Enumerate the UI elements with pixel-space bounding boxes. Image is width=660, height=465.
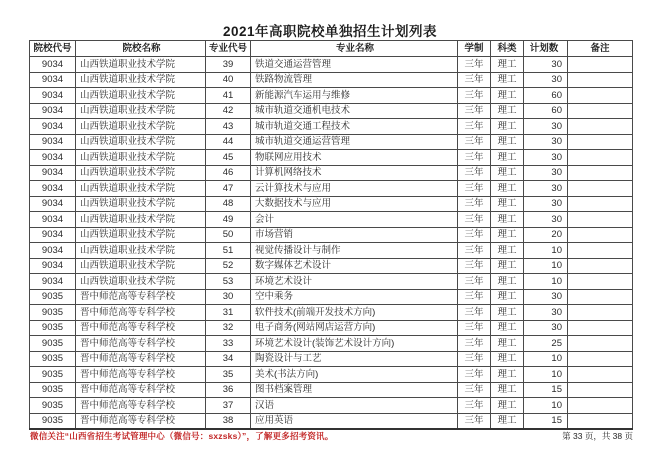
- table-cell: 理工: [491, 119, 524, 135]
- table-cell: 理工: [491, 181, 524, 197]
- table-cell: 理工: [491, 227, 524, 243]
- table-cell: 10: [524, 258, 568, 274]
- table-row: [30, 305, 633, 321]
- table-cell: 25: [524, 336, 568, 352]
- table-cell: 三年: [458, 72, 491, 88]
- table-cell: 山西铁道职业技术学院: [76, 103, 206, 119]
- table-cell: 理工: [491, 150, 524, 166]
- table-cell: 晋中师范高等专科学校: [76, 382, 206, 398]
- table-row: [30, 351, 633, 367]
- table-cell: [568, 274, 633, 290]
- table-cell: 30: [524, 305, 568, 321]
- table-cell: 三年: [458, 398, 491, 414]
- table-cell: 9035: [30, 351, 76, 367]
- table-cell: 环境艺术设计: [251, 274, 458, 290]
- table-cell: 理工: [491, 305, 524, 321]
- table-cell: 美术(书法方向): [251, 367, 458, 383]
- table-cell: 山西铁道职业技术学院: [76, 134, 206, 150]
- table-cell: 新能源汽车运用与维修: [251, 88, 458, 104]
- table-cell: 9035: [30, 398, 76, 414]
- table-cell: 9034: [30, 243, 76, 259]
- table-cell: 37: [206, 398, 251, 414]
- table-cell: 理工: [491, 258, 524, 274]
- table-cell: 41: [206, 88, 251, 104]
- table-cell: 理工: [491, 336, 524, 352]
- table-row: [30, 243, 633, 259]
- table-cell: 30: [524, 150, 568, 166]
- table-cell: 9035: [30, 305, 76, 321]
- table-cell: 山西铁道职业技术学院: [76, 212, 206, 228]
- table-row: [30, 119, 633, 135]
- table-cell: [568, 150, 633, 166]
- table-cell: 理工: [491, 243, 524, 259]
- table-cell: 晋中师范高等专科学校: [76, 351, 206, 367]
- table-cell: 晋中师范高等专科学校: [76, 336, 206, 352]
- table-cell: 10: [524, 367, 568, 383]
- table-cell: 48: [206, 196, 251, 212]
- table-cell: 山西铁道职业技术学院: [76, 150, 206, 166]
- table-cell: 城市轨道交通工程技术: [251, 119, 458, 135]
- table-cell: 49: [206, 212, 251, 228]
- table-cell: [568, 165, 633, 181]
- table-row: [30, 258, 633, 274]
- table-cell: 9035: [30, 413, 76, 429]
- table-cell: 43: [206, 119, 251, 135]
- table-row: [30, 413, 633, 429]
- table-cell: 晋中师范高等专科学校: [76, 305, 206, 321]
- table-cell: 图书档案管理: [251, 382, 458, 398]
- table-cell: [568, 289, 633, 305]
- table-cell: 理工: [491, 134, 524, 150]
- table-cell: 理工: [491, 165, 524, 181]
- table-cell: 三年: [458, 150, 491, 166]
- table-cell: 9034: [30, 227, 76, 243]
- table-cell: 会计: [251, 212, 458, 228]
- table-cell: 三年: [458, 134, 491, 150]
- table-cell: [568, 134, 633, 150]
- table-cell: 9035: [30, 336, 76, 352]
- table-cell: 44: [206, 134, 251, 150]
- table-row: [30, 57, 633, 73]
- table-cell: 山西铁道职业技术学院: [76, 72, 206, 88]
- table-cell: 9035: [30, 320, 76, 336]
- table-cell: 30: [524, 165, 568, 181]
- table-cell: 10: [524, 243, 568, 259]
- table-cell: 铁道交通运营管理: [251, 57, 458, 73]
- table-cell: 三年: [458, 103, 491, 119]
- table-row: [30, 289, 633, 305]
- table-cell: 三年: [458, 243, 491, 259]
- table-cell: [568, 227, 633, 243]
- table-cell: 三年: [458, 305, 491, 321]
- table-cell: [568, 258, 633, 274]
- table-cell: 晋中师范高等专科学校: [76, 289, 206, 305]
- table-cell: 三年: [458, 351, 491, 367]
- page-footer: [30, 430, 633, 442]
- table-cell: [568, 181, 633, 197]
- table-cell: 理工: [491, 274, 524, 290]
- table-cell: 理工: [491, 413, 524, 429]
- table-cell: 9034: [30, 88, 76, 104]
- header-college-name: 院校名称: [76, 41, 206, 57]
- table-cell: 9034: [30, 119, 76, 135]
- table-cell: 20: [524, 227, 568, 243]
- table-cell: [568, 398, 633, 414]
- table-cell: 三年: [458, 413, 491, 429]
- table-cell: 三年: [458, 165, 491, 181]
- table-cell: 15: [524, 382, 568, 398]
- table-cell: [568, 243, 633, 259]
- table-cell: 9034: [30, 274, 76, 290]
- table-cell: 山西铁道职业技术学院: [76, 196, 206, 212]
- table-cell: 9034: [30, 134, 76, 150]
- table-cell: 理工: [491, 72, 524, 88]
- table-cell: 理工: [491, 367, 524, 383]
- table-cell: 38: [206, 413, 251, 429]
- table-cell: 三年: [458, 289, 491, 305]
- table-row: [30, 150, 633, 166]
- table-cell: [568, 413, 633, 429]
- table-cell: 云计算技术与应用: [251, 181, 458, 197]
- table-cell: 山西铁道职业技术学院: [76, 88, 206, 104]
- table-cell: [568, 320, 633, 336]
- table-cell: 三年: [458, 382, 491, 398]
- table-cell: 陶瓷设计与工艺: [251, 351, 458, 367]
- table-cell: [568, 88, 633, 104]
- table-cell: [568, 196, 633, 212]
- table-cell: 山西铁道职业技术学院: [76, 258, 206, 274]
- table-row: [30, 212, 633, 228]
- table-cell: 51: [206, 243, 251, 259]
- table-cell: 60: [524, 103, 568, 119]
- enrollment-plan-table: [29, 40, 633, 430]
- table-cell: 理工: [491, 212, 524, 228]
- table-cell: 山西铁道职业技术学院: [76, 181, 206, 197]
- table-cell: 三年: [458, 336, 491, 352]
- table-cell: 9034: [30, 165, 76, 181]
- table-cell: 42: [206, 103, 251, 119]
- table-header: [30, 41, 633, 57]
- table-cell: 30: [524, 181, 568, 197]
- header-category: 科类: [491, 41, 524, 57]
- table-cell: 30: [524, 134, 568, 150]
- table-cell: 三年: [458, 181, 491, 197]
- table-cell: 47: [206, 181, 251, 197]
- table-row: [30, 320, 633, 336]
- table-cell: 物联网应用技术: [251, 150, 458, 166]
- table-cell: 9034: [30, 196, 76, 212]
- table-cell: [568, 367, 633, 383]
- table-cell: 理工: [491, 398, 524, 414]
- table-cell: 30: [206, 289, 251, 305]
- table-cell: 理工: [491, 103, 524, 119]
- table-cell: 汉语: [251, 398, 458, 414]
- header-major-name: 专业名称: [251, 41, 458, 57]
- wechat-notice-text: 微信关注“山西省招生考试管理中心（微信号：sxzsks）”，了解更多招考资讯。: [30, 431, 334, 441]
- table-cell: 山西铁道职业技术学院: [76, 57, 206, 73]
- table-cell: 30: [524, 57, 568, 73]
- table-cell: 10: [524, 398, 568, 414]
- table-cell: 环境艺术设计(装饰艺术设计方向): [251, 336, 458, 352]
- table-cell: 山西铁道职业技术学院: [76, 165, 206, 181]
- table-cell: 50: [206, 227, 251, 243]
- table-cell: 9034: [30, 103, 76, 119]
- table-cell: 30: [524, 289, 568, 305]
- table-cell: 三年: [458, 57, 491, 73]
- table-cell: [568, 72, 633, 88]
- table-cell: 三年: [458, 274, 491, 290]
- table-cell: 10: [524, 274, 568, 290]
- table-cell: [568, 351, 633, 367]
- table-cell: 31: [206, 305, 251, 321]
- table-row: [30, 227, 633, 243]
- table-cell: 46: [206, 165, 251, 181]
- table-row: [30, 398, 633, 414]
- table-row: [30, 274, 633, 290]
- table-row: [30, 336, 633, 352]
- table-cell: 9034: [30, 150, 76, 166]
- table-cell: 应用英语: [251, 413, 458, 429]
- table-cell: 9035: [30, 367, 76, 383]
- table-cell: [568, 119, 633, 135]
- table-body: [30, 57, 633, 429]
- table-cell: 39: [206, 57, 251, 73]
- table-cell: 山西铁道职业技术学院: [76, 227, 206, 243]
- table-cell: 9034: [30, 181, 76, 197]
- table-cell: 40: [206, 72, 251, 88]
- table-cell: 晋中师范高等专科学校: [76, 398, 206, 414]
- table-cell: 空中乘务: [251, 289, 458, 305]
- table-cell: [568, 336, 633, 352]
- header-remarks: 备注: [568, 41, 633, 57]
- table-cell: 60: [524, 88, 568, 104]
- table-row: [30, 181, 633, 197]
- table-cell: 大数据技术与应用: [251, 196, 458, 212]
- table-cell: 理工: [491, 57, 524, 73]
- table-cell: 52: [206, 258, 251, 274]
- page-title: 2021年高职院校单独招生计划列表: [222, 24, 438, 39]
- table-cell: 计算机网络技术: [251, 165, 458, 181]
- table-cell: 晋中师范高等专科学校: [76, 320, 206, 336]
- table-cell: 9035: [30, 382, 76, 398]
- table-cell: 三年: [458, 88, 491, 104]
- table-row: [30, 367, 633, 383]
- table-cell: 32: [206, 320, 251, 336]
- table-cell: 15: [524, 413, 568, 429]
- table-cell: 9034: [30, 212, 76, 228]
- table-cell: 市场营销: [251, 227, 458, 243]
- table-cell: 34: [206, 351, 251, 367]
- table-cell: 铁路物流管理: [251, 72, 458, 88]
- table-cell: [568, 57, 633, 73]
- table-cell: 9035: [30, 289, 76, 305]
- table-cell: 视觉传播设计与制作: [251, 243, 458, 259]
- header-major-code: 专业代号: [206, 41, 251, 57]
- table-row: [30, 165, 633, 181]
- table-row: [30, 196, 633, 212]
- table-cell: 36: [206, 382, 251, 398]
- table-cell: 三年: [458, 367, 491, 383]
- table-cell: [568, 305, 633, 321]
- table-cell: 软件技术(前端开发技术方向): [251, 305, 458, 321]
- table-cell: 33: [206, 336, 251, 352]
- table-cell: 9034: [30, 72, 76, 88]
- table-cell: 9034: [30, 57, 76, 73]
- table-cell: 城市轨道交通机电技术: [251, 103, 458, 119]
- table-header-row: [30, 41, 633, 57]
- table-cell: 理工: [491, 351, 524, 367]
- table-cell: 晋中师范高等专科学校: [76, 367, 206, 383]
- table-cell: 山西铁道职业技术学院: [76, 274, 206, 290]
- table-cell: 三年: [458, 196, 491, 212]
- table-cell: 数字媒体艺术设计: [251, 258, 458, 274]
- table-cell: 理工: [491, 320, 524, 336]
- table-cell: 30: [524, 320, 568, 336]
- table-cell: 山西铁道职业技术学院: [76, 119, 206, 135]
- header-college-code: 院校代号: [30, 41, 76, 57]
- page-number: 第 33 页，共 38 页: [562, 431, 633, 441]
- table-row: [30, 72, 633, 88]
- table-cell: 三年: [458, 212, 491, 228]
- table-cell: 30: [524, 212, 568, 228]
- table-cell: 城市轨道交通运营管理: [251, 134, 458, 150]
- table-cell: [568, 382, 633, 398]
- table-row: [30, 382, 633, 398]
- table-cell: 晋中师范高等专科学校: [76, 413, 206, 429]
- table-row: [30, 88, 633, 104]
- table-cell: 理工: [491, 289, 524, 305]
- table-cell: 30: [524, 72, 568, 88]
- table-row: [30, 134, 633, 150]
- table-cell: [568, 103, 633, 119]
- table-cell: 理工: [491, 382, 524, 398]
- table-cell: 45: [206, 150, 251, 166]
- table-cell: 理工: [491, 88, 524, 104]
- table-cell: [568, 212, 633, 228]
- table-cell: 三年: [458, 227, 491, 243]
- table-cell: 53: [206, 274, 251, 290]
- table-cell: 10: [524, 351, 568, 367]
- header-plan-count: 计划数: [524, 41, 568, 57]
- table-cell: 30: [524, 119, 568, 135]
- table-cell: 山西铁道职业技术学院: [76, 243, 206, 259]
- table-cell: 三年: [458, 320, 491, 336]
- table-row: [30, 103, 633, 119]
- table-cell: 三年: [458, 119, 491, 135]
- table-cell: 理工: [491, 196, 524, 212]
- table-cell: 35: [206, 367, 251, 383]
- table-cell: 30: [524, 196, 568, 212]
- header-duration: 学制: [458, 41, 491, 57]
- table-cell: 电子商务(网站网店运营方向): [251, 320, 458, 336]
- table-cell: 三年: [458, 258, 491, 274]
- table-cell: 9034: [30, 258, 76, 274]
